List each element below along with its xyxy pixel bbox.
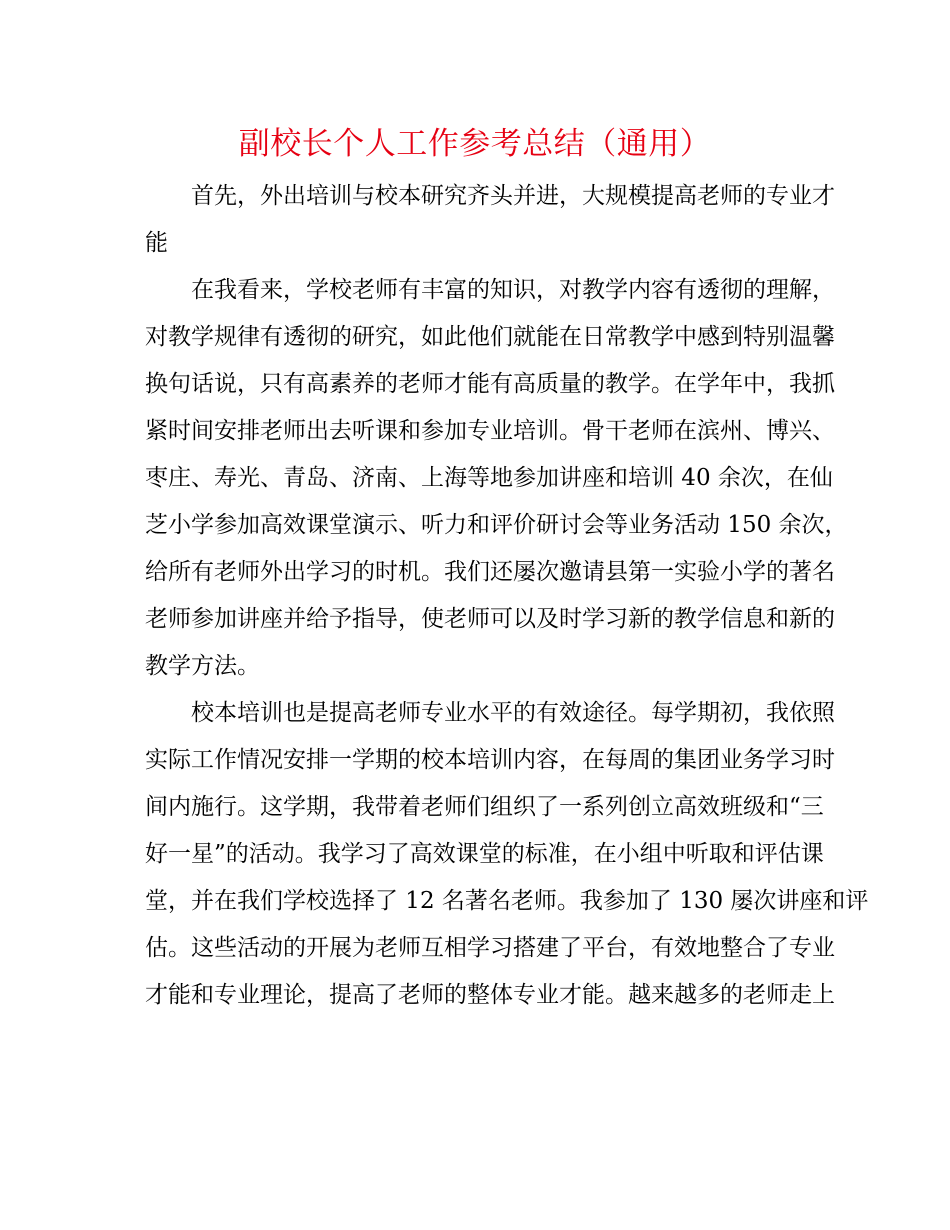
paragraph-2-line-4: 紧时间安排老师出去听课和参加专业培训。骨干老师在滨州、博兴、 [145,418,835,444]
document-title: 副校长个人工作参考总结（通用） [238,126,712,162]
paragraph-3-line-1: 校本培训也是提高老师专业水平的有效途径。每学期初，我依照 [191,700,835,726]
paragraph-2-line-7: 给所有老师外出学习的时机。我们还屡次邀请县第一实验小学的著名 [145,559,835,585]
paragraph-3-line-3: 间内施行。这学期，我带着老师们组织了一系列创立高效班级和“三 [145,794,824,820]
paragraph-2-line-1: 在我看来，学校老师有丰富的知识，对教学内容有透彻的理解， [191,277,835,303]
paragraph-3-line-2: 实际工作情况安排一学期的校本培训内容，在每周的集团业务学习时 [145,747,835,773]
paragraph-3-line-4: 好一星”的活动。我学习了高效课堂的标准，在小组中听取和评估课 [145,841,824,867]
paragraph-2-line-6: 芝小学参加高效课堂演示、听力和评价研讨会等业务活动 150 余次， [145,512,848,538]
paragraph-3-line-5: 堂，并在我们学校选择了 12 名著名老师。我参加了 130 屡次讲座和评 [145,888,869,914]
paragraph-1-line-2: 能 [145,230,168,256]
paragraph-3-line-6: 估。这些活动的开展为老师互相学习搭建了平台，有效地整合了专业 [145,935,835,961]
paragraph-2-line-8: 老师参加讲座并给予指导，使老师可以及时学习新的教学信息和新的 [145,606,835,632]
paragraph-2-line-9: 教学方法。 [145,653,260,679]
paragraph-2-line-5: 枣庄、寿光、青岛、济南、上海等地参加讲座和培训 40 余次，在仙 [145,465,833,491]
paragraph-2-line-3: 换句话说，只有高素养的老师才能有高质量的教学。在学年中，我抓 [145,371,835,397]
paragraph-3-line-7: 才能和专业理论，提高了老师的整体专业才能。越来越多的老师走上 [145,982,835,1008]
paragraph-1-line-1: 首先，外出培训与校本研究齐头并进，大规模提高老师的专业才 [191,183,835,209]
paragraph-2-line-2: 对教学规律有透彻的研究，如此他们就能在日常教学中感到特别温馨 [145,324,835,350]
